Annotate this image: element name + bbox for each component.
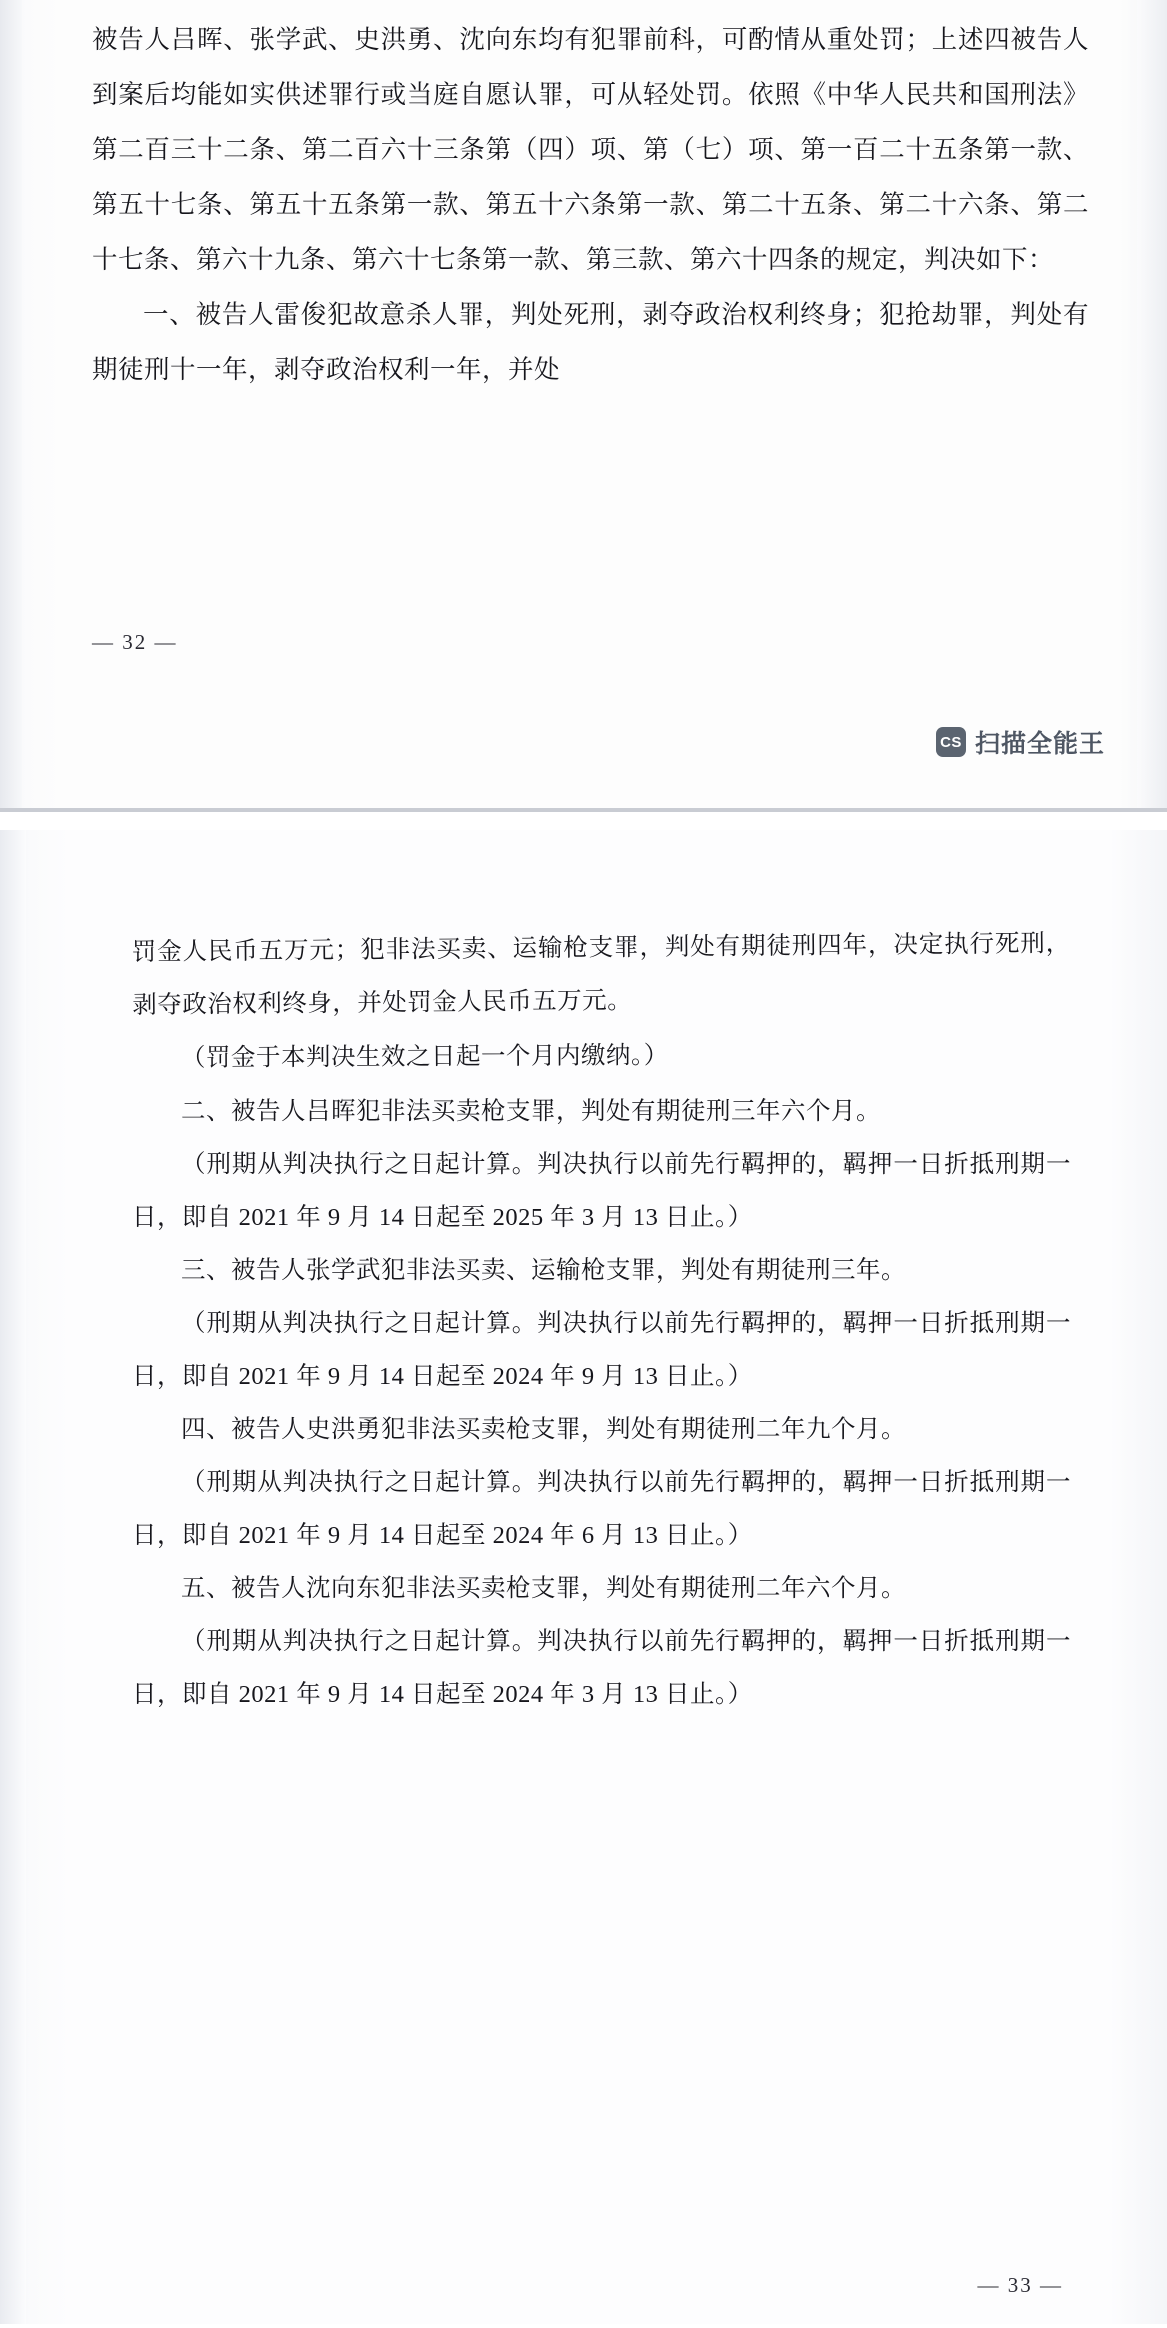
camscanner-watermark xyxy=(936,724,1105,760)
camscanner-label: 扫描全能王 xyxy=(974,730,1105,758)
scanned-page-33 xyxy=(0,830,1167,2324)
paragraph: 五、被告人沈向东犯非法买卖枪支罪，判处有期徒刑二年六个月。 xyxy=(181,1575,906,1602)
page-number-32: — 32 — xyxy=(92,630,178,654)
page-number-33: — 33 — xyxy=(977,2273,1063,2297)
paragraph: （罚金于本判决生效之日起一个月内缴纳。） xyxy=(180,1042,669,1072)
paragraph: （刑期从判决执行之日起计算。判决执行以前先行羁押的，羁押一日折抵刑期一日，即自 2021 年 9 月 14 日起至 2025 年 3 月 13 日止。） xyxy=(132,1151,1071,1231)
paragraph: 三、被告人张学武犯非法买卖、运输枪支罪，判处有期徒刑三年。 xyxy=(181,1257,906,1284)
page-33-body xyxy=(0,830,1167,1721)
paragraph: 被告人吕晖、张学武、史洪勇、沈向东均有犯罪前科，可酌情从重处罚；上述四被告人到案后均能如实供述罪行或当庭自愿认罪，可从轻处罚。依照《中华人民共和国刑法》第二百三十二条、第二百六十三条第（四）项、第（七）项、第一百二十五条第一款、第五十七条、第五十五条第一款、第五十六条第一款、第二十五条、第二十六条、第二十七条、第六十九条、第六十七条第一款、第三款、第六十四条的规定，判决如下： xyxy=(92,25,1089,274)
paragraph: （刑期从判决执行之日起计算。判决执行以前先行羁押的，羁押一日折抵刑期一日，即自 2021 年 9 月 14 日起至 2024 年 9 月 13 日止。） xyxy=(132,1310,1071,1390)
paragraph: 一、被告人雷俊犯故意杀人罪，判处死刑，剥夺政治权利终身；犯抢劫罪，判处有期徒刑十一年，剥夺政治权利一年，并处 xyxy=(92,300,1089,384)
page-separator xyxy=(0,812,1167,830)
paragraph: 四、被告人史洪勇犯非法买卖枪支罪，判处有期徒刑二年九个月。 xyxy=(181,1416,906,1443)
paragraph: （刑期从判决执行之日起计算。判决执行以前先行羁押的，羁押一日折抵刑期一日，即自 2021 年 9 月 14 日起至 2024 年 6 月 13 日止。） xyxy=(132,1469,1071,1549)
camscanner-badge-icon: CS xyxy=(936,727,966,757)
paragraph: 罚金人民币五万元；犯非法买卖、运输枪支罪，判处有期徒刑四年，决定执行死刑，剥夺政治权利终身，并处罚金人民币五万元。 xyxy=(131,929,1071,1019)
scanned-page-32 xyxy=(0,0,1167,812)
paragraph: 二、被告人吕晖犯非法买卖枪支罪，判处有期徒刑三年六个月。 xyxy=(181,1098,881,1125)
paragraph: （刑期从判决执行之日起计算。判决执行以前先行羁押的，羁押一日折抵刑期一日，即自 2021 年 9 月 14 日起至 2024 年 3 月 13 日止。） xyxy=(132,1628,1071,1708)
page-32-body xyxy=(0,0,1167,397)
